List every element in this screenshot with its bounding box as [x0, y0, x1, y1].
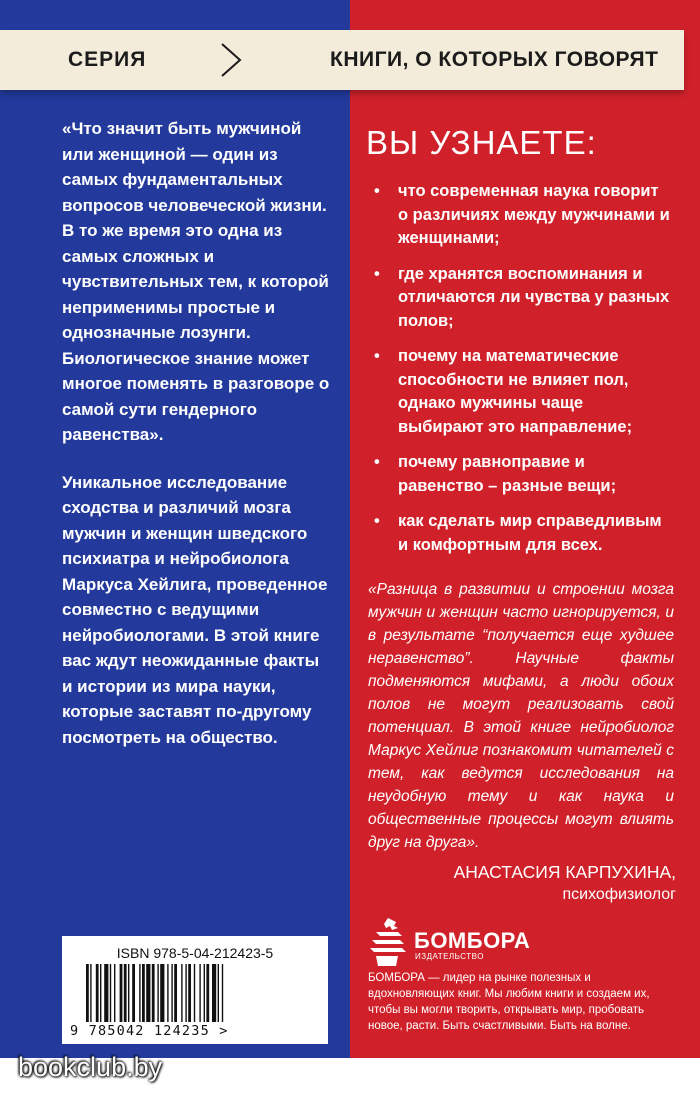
learn-item: [372, 180, 672, 251]
learn-item: [372, 263, 672, 334]
publisher-logo-subtitle: ИЗДАТЕЛЬСТВО: [415, 952, 484, 961]
barcode-icon: [86, 964, 306, 1022]
description-quote: «Что значит быть мужчиной или женщиной — один из самых фундаментальных вопросов человеческой жизни. В то же время это одна из самых сложных и чувствительных тем, к которой неприменимы простые и однозначные лозунги. Биологическое знание может многое поменять в разговоре о самой сути гендерного равенства».: [62, 119, 330, 444]
bullet-icon: •: [374, 453, 380, 471]
chevron-right-icon: [216, 40, 246, 80]
series-name: КНИГИ, О КОТОРЫХ ГОВОРЯТ: [330, 48, 659, 71]
bullet-icon: •: [374, 347, 380, 365]
learn-item-text: как сделать мир справедливым и комфортным для всех.: [398, 512, 662, 554]
learn-list: [372, 180, 672, 569]
publisher-description: БОМБОРА — лидер на рынке полезных и вдохновляющих книг. Мы любим книги и создаем их, чтобы вы могли творить, открывать мир, пробовать новое, расти. Быть счастливыми. Быть на волне.: [368, 972, 650, 1032]
bullet-icon: •: [374, 512, 380, 530]
learn-title: ВЫ УЗНАЕТЕ:: [366, 124, 597, 161]
learn-item-text: почему на математические способности не влияет пол, однако мужчины чаще выбирают это направление;: [398, 347, 633, 436]
quote-author: АНАСТАСИЯ КАРПУХИНА,: [453, 862, 676, 882]
learn-item: [372, 345, 672, 439]
quote-author-role: психофизиолог: [562, 886, 676, 903]
learn-item-text: где хранятся воспоминания и отличаются ли чувства у разных полов;: [398, 264, 670, 330]
learn-item: [372, 510, 672, 557]
learn-item: [372, 451, 672, 498]
isbn: ISBN 978-5-04-212423-5: [116, 945, 274, 961]
barcode-box: [62, 936, 328, 1044]
barcode-digits: 9 785042 124235 >: [70, 1023, 229, 1039]
description-summary: Уникальное исследование сходства и различий мозга мужчин и женщин шведского психиатра и нейробиолога Маркуса Хейлига, проведенное совместно с ведущими нейробиологами. В этой книге вас ждут неожиданные факты и истории из мира науки, которые заставят по-другому посмотреть на общество.: [62, 472, 328, 747]
book-description: [62, 116, 332, 750]
bullet-icon: •: [374, 182, 380, 200]
expert-quote: «Разница в развитии и строении мозга мужчин и женщин часто игнорируется, и в результате “получается еще худшее неравенство”. Научные факты подменяются мифами, а люди обоих полов не могут реализовать свой потенциал. В этой книге нейробиолог Маркус Хейлиг познакомит читателей с тем, как ведутся исследования на неудобную тему и как наука и общественные процессы могут влиять друг на друга».: [368, 581, 674, 851]
series-banner: [0, 30, 684, 90]
learn-item-text: что современная наука говорит о различиях между мужчинами и женщинами;: [398, 182, 670, 247]
bullet-icon: •: [374, 264, 380, 283]
series-label: СЕРИЯ: [68, 48, 147, 71]
watermark: bookclub.by: [18, 1052, 163, 1082]
bombora-horse-logo-icon: [368, 916, 410, 968]
learn-item-text: почему равноправие и равенство – разные вещи;: [398, 453, 617, 495]
publisher-logo-text: БОМБОРА: [414, 928, 531, 953]
